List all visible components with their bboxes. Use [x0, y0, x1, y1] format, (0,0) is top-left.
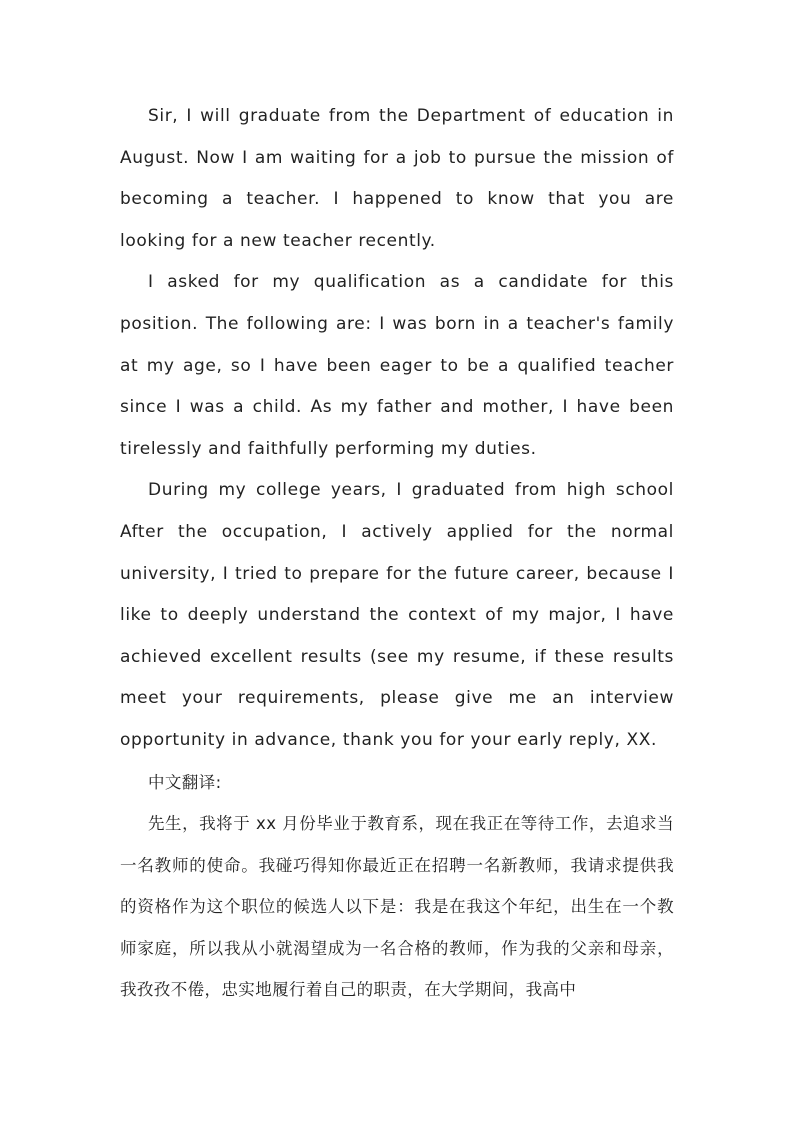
english-paragraph-3: During my college years, I graduated from high school After the occupation, I actively applied for the normal university, I tried to prepare for the future career, because I like to deeply understand the context of my major, I have achieved excellent results (see my resume, if these results meet your requirements, please give me an interview opportunity in advance, thank you for your early reply, XX. [120, 480, 674, 750]
chinese-paragraph: 先生，我将于 xx 月份毕业于教育系，现在我正在等待工作，去追求当一名教师的使命。我碰巧得知你最近正在招聘一名新教师，我请求提供我的资格作为这个职位的候选人以下是：我是在我这个年纪，出生在一个教师家庭，所以我从小就渴望成为一名合格的教师，作为我的父亲和母亲，我孜孜不倦，忠实地履行着自己的职责，在大学期间，我高中 [120, 814, 674, 1000]
english-paragraph-1: Sir, I will graduate from the Department of education in August. Now I am waiting for a job to pursue the mission of becoming a teacher. I happened to know that you are looking for a new teacher recently. [120, 106, 674, 251]
document-page [120, 96, 674, 1011]
translation-label: 中文翻译: [148, 772, 222, 792]
english-paragraph-2: I asked for my qualification as a candidate for this position. The following are: I was born in a teacher's family at my age, so I have been eager to be a qualified teacher since I was a child. As my father and mother, I have been tirelessly and faithfully performing my duties. [120, 272, 674, 459]
